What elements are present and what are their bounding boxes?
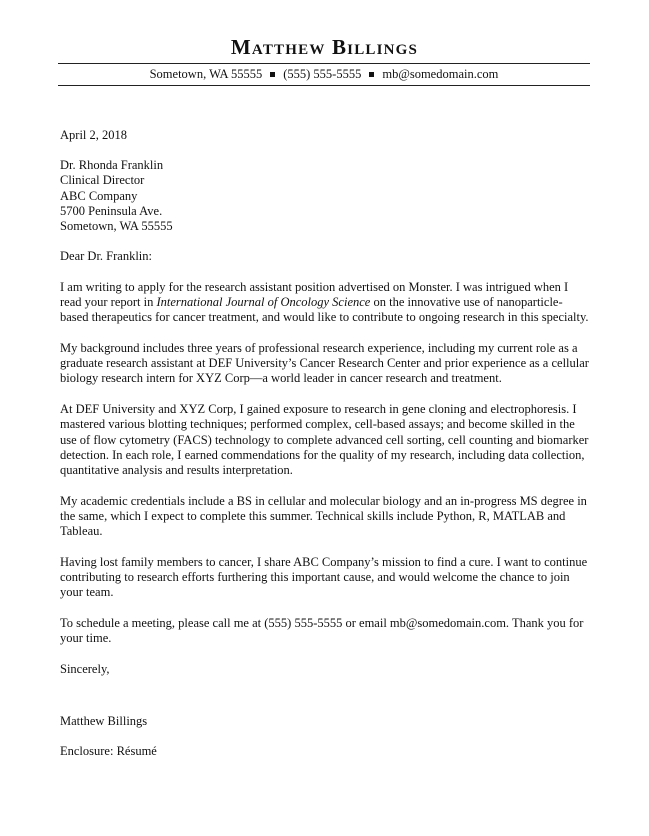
letter-body [60, 128, 590, 759]
paragraph-background: My background includes three years of professional research experience, including my current role as a graduate research assistant at DEF University’s Cancer Research Center and prior experience as a cellular biology research intern for XYZ Corp—a world leader in cancer research and treatment. [60, 341, 589, 386]
recipient-company: ABC Company [60, 188, 138, 203]
paragraph-experience: At DEF University and XYZ Corp, I gained exposure to research in gene cloning and electrophoresis. I mastered various blotting techniques; performed complex, cell-based assays; and become skilled in the use of flow cytometry (FACS) technology to complete advanced cell sorting, cell counting and biomarker detection. In each role, I earned commendations for the quality of my research, including data collection, quantitative analysis and results interpretation. [60, 402, 589, 477]
paragraph-intro-end: on the innovative use of nanoparticle-based therapeutics for cancer treatment, and would like to contribute to ongoing research in this specialty. [60, 295, 589, 325]
letter-date: April 2, 2018 [60, 128, 128, 142]
recipient-street: 5700 Peninsula Ave. [60, 203, 163, 218]
header-rule-bottom [58, 85, 590, 86]
recipient-name: Dr. Rhonda Franklin [60, 158, 164, 173]
paragraph-call-to-action: To schedule a meeting, please call me at (555) 555-5555 or email mb@somedomain.com. Thank you for your time. [60, 615, 584, 646]
recipient-city: Sometown, WA 55555 [60, 219, 173, 234]
bullet-separator-icon [270, 72, 275, 77]
contact-address: Sometown, WA 55555 [149, 67, 263, 81]
contact-phone: (555) 555-5555 [283, 67, 362, 81]
bullet-separator-icon [369, 72, 374, 77]
salutation: Dear Dr. Franklin: [60, 249, 152, 264]
contact-line [58, 66, 590, 82]
recipient-address [60, 158, 590, 234]
journal-title: International Journal of Oncology Science [156, 295, 371, 310]
header-rule-top [58, 63, 590, 64]
recipient-title: Clinical Director [60, 173, 145, 188]
applicant-name: Matthew Billings [230, 35, 419, 59]
contact-email: mb@somedomain.com [382, 67, 499, 81]
paragraph-credentials: My academic credentials include a BS in cellular and molecular biology and an in-progress MS degree in the same, which I expect to complete this summer. Technical skills include Python, R, MATLAB and Tableau. [60, 493, 587, 539]
paragraph-intro-start: I am writing to apply for the research assistant position advertised on Monster. I was intrigued when I read your report in [60, 279, 569, 310]
paragraph-intro [60, 280, 590, 326]
signature-name: Matthew Billings [60, 713, 148, 728]
closing: Sincerely, [60, 661, 110, 676]
enclosure-note: Enclosure: Résumé [60, 744, 157, 759]
paragraph-motivation: Having lost family members to cancer, I share ABC Company’s mission to find a cure. I want to continue contributing to research efforts furthering this important cause, and would welcome the chance to join your team. [60, 554, 588, 600]
